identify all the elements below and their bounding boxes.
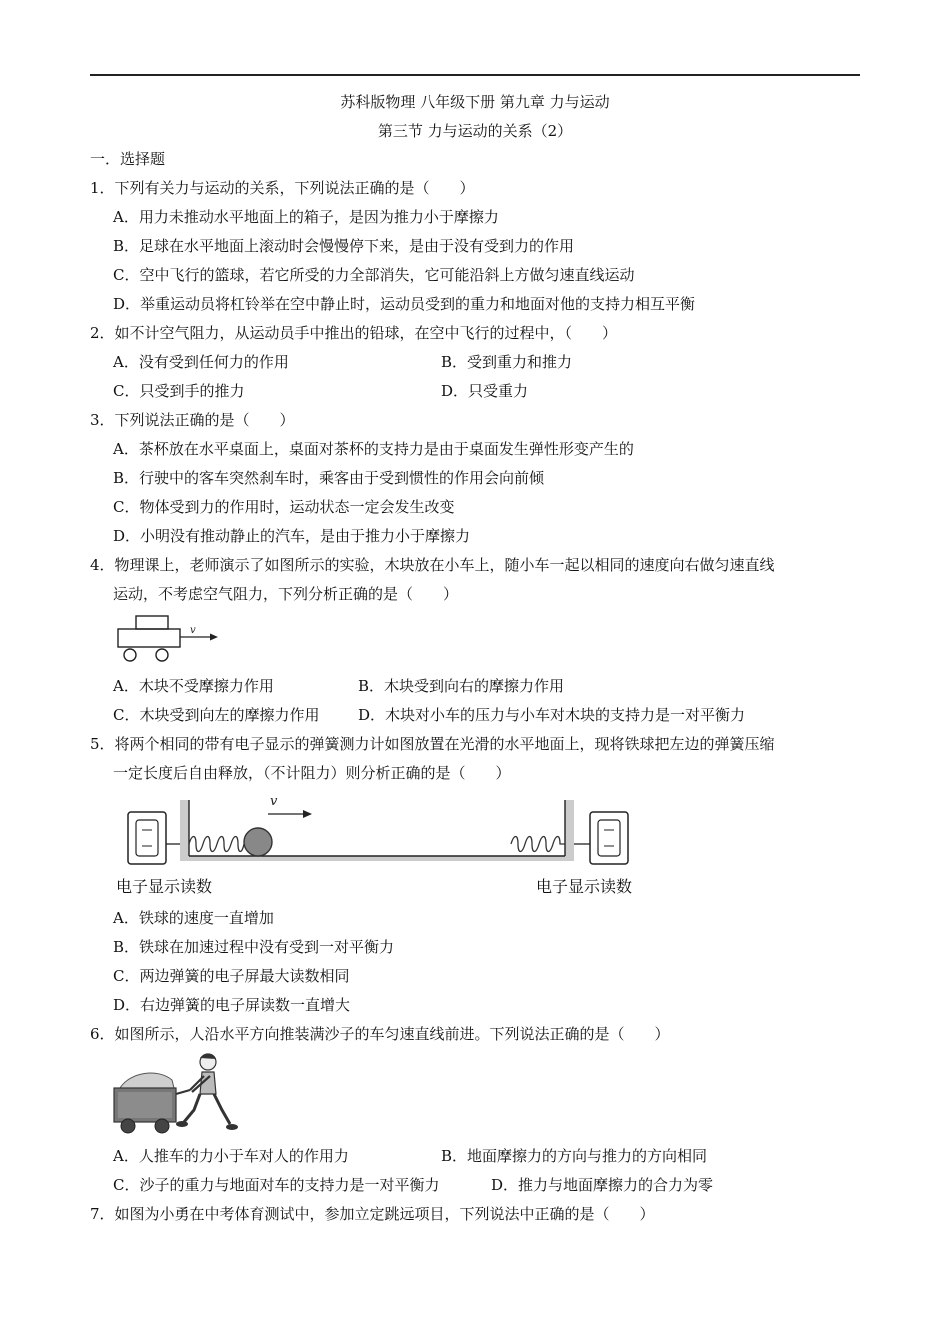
q5-option-a: A．铁球的速度一直增加 <box>113 909 274 927</box>
right-display-screen <box>598 820 620 856</box>
left-wall <box>180 800 189 858</box>
person-leg-back <box>214 1094 230 1124</box>
q5-option-b: B．铁球在加速过程中没有受到一对平衡力 <box>113 938 395 956</box>
question-3-stem: 3．下列说法正确的是（ ） <box>90 411 295 429</box>
q4-option-d: D．木块对小车的压力与小车对木块的支持力是一对平衡力 <box>358 706 746 724</box>
q6-option-c: C．沙子的重力与地面对车的支持力是一对平衡力 <box>113 1176 440 1194</box>
section-subtitle: 第三节 力与运动的关系（2） <box>377 122 573 140</box>
q6-option-d: D．推力与地面摩擦力的合力为零 <box>491 1176 714 1194</box>
cart-handle <box>176 1090 190 1094</box>
right-wall <box>565 800 574 858</box>
doc-title: 苏科版物理 八年级下册 第九章 力与运动 <box>340 93 610 111</box>
question-6-stem: 6．如图所示，人沿水平方向推装满沙子的车匀速直线前进。下列说法正确的是（ ） <box>90 1025 670 1043</box>
q3-option-d: D．小明没有推动静止的汽车，是由于推力小于摩擦力 <box>113 527 471 545</box>
q3-option-a: A．茶杯放在水平桌面上，桌面对茶杯的支持力是由于桌面发生弹性形变产生的 <box>113 440 634 458</box>
q1-option-a: A．用力未推动水平地面上的箱子，是因为推力小于摩擦力 <box>113 208 499 226</box>
q4-option-b: B．木块受到向右的摩擦力作用 <box>358 677 565 695</box>
q2-option-d: D．只受重力 <box>441 382 529 400</box>
question-4-stem: 4．物理课上，老师演示了如图所示的实验，木块放在小车上，随小车一起以相同的速度向右做匀速直线 <box>90 556 775 574</box>
q6-option-a: A．人推车的力小于车对人的作用力 <box>113 1147 349 1165</box>
q3-option-c: C．物体受到力的作用时，运动状态一定会发生改变 <box>113 498 455 516</box>
cart-wheel-right <box>156 649 168 661</box>
q3-option-b: B．行驶中的客车突然刹车时，乘客由于受到惯性的作用会向前倾 <box>113 469 545 487</box>
person-leg-front <box>184 1094 200 1122</box>
cart-wheel-left <box>124 649 136 661</box>
left-spring <box>189 837 244 852</box>
iron-ball <box>244 828 272 856</box>
q6-option-b: B．地面摩擦力的方向与推力的方向相同 <box>441 1147 708 1165</box>
left-display-caption: 电子显示读数 <box>116 877 213 896</box>
wood-block <box>136 616 168 629</box>
q2-option-c: C．只受到手的推力 <box>113 382 245 400</box>
ball-velocity-label: v <box>270 794 278 809</box>
section-heading: 一．选择题 <box>90 150 166 168</box>
cart-pushing-figure <box>110 1050 238 1136</box>
q2-option-b: B．受到重力和推力 <box>441 353 573 371</box>
q2-option-a: A．没有受到任何力的作用 <box>113 353 289 371</box>
sand-pile <box>120 1073 174 1088</box>
q5-option-c: C．两边弹簧的电子屏最大读数相同 <box>113 967 350 985</box>
q1-option-d: D．举重运动员将杠铃举在空中静止时，运动员受到的重力和地面对他的支持力相互平衡 <box>113 295 696 313</box>
cart-body <box>118 629 180 647</box>
velocity-arrowhead <box>210 634 218 641</box>
question-7-stem: 7．如图为小勇在中考体育测试中，参加立定跳远项目，下列说法中正确的是（ ） <box>90 1205 655 1223</box>
floor <box>180 856 574 861</box>
left-display-screen <box>136 820 158 856</box>
q4-option-c: C．木块受到向左的摩擦力作用 <box>113 706 320 724</box>
question-5-stem: 5．将两个相同的带有电子显示的弹簧测力计如图放置在光滑的水平地面上，现将铁球把左边的弹簧压缩 <box>90 735 775 753</box>
cart-wheel-back <box>155 1119 169 1133</box>
question-4-stem-cont: 运动，不考虑空气阻力，下列分析正确的是（ ） <box>113 585 459 603</box>
q5-option-d: D．右边弹簧的电子屏读数一直增大 <box>113 996 351 1014</box>
q4-option-a: A．木块不受摩擦力作用 <box>113 677 274 695</box>
spring-figure <box>108 792 668 900</box>
cart-wheel-front <box>121 1119 135 1133</box>
question-5-stem-cont: 一定长度后自由释放，（不计阻力）则分析正确的是（ ） <box>113 764 511 782</box>
right-display-caption: 电子显示读数 <box>536 877 633 896</box>
question-1-stem: 1．下列有关力与运动的关系，下列说法正确的是（ ） <box>90 179 475 197</box>
header-rule <box>90 74 860 76</box>
q1-option-b: B．足球在水平地面上滚动时会慢慢停下来，是由于没有受到力的作用 <box>113 237 575 255</box>
cart-figure <box>110 612 230 664</box>
right-spring <box>511 837 565 852</box>
velocity-label: v <box>190 625 196 636</box>
q1-option-c: C．空中飞行的篮球，若它所受的力全部消失，它可能沿斜上方做匀速直线运动 <box>113 266 635 284</box>
question-2-stem: 2．如不计空气阻力，从运动员手中推出的铅球，在空中飞行的过程中，（ ） <box>90 324 618 342</box>
